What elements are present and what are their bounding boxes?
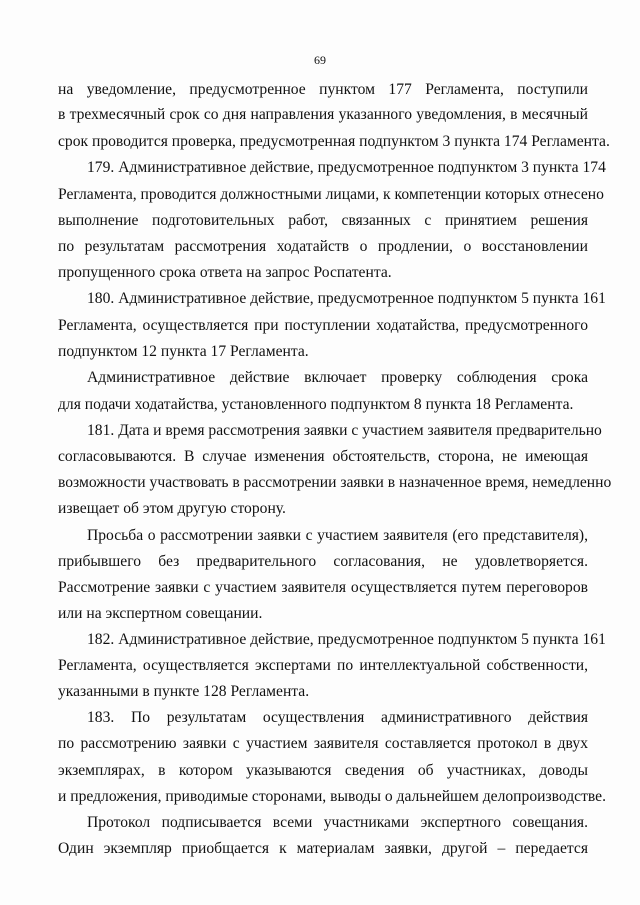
text-line: Административное действие включает проверку соблюдения срока bbox=[87, 369, 588, 386]
text-line: пропущенного срока ответа на запрос Роспатента. bbox=[58, 264, 392, 281]
text-line: 182. Административное действие, предусмотренное подпунктом 5 пункта 161 bbox=[87, 631, 606, 648]
text-line: или на экспертном совещании. bbox=[58, 605, 263, 622]
text-line: по рассмотрению заявки с участием заявителя составляется протокол в двух bbox=[58, 735, 588, 752]
text-line: Регламента, осуществляется экспертами по интеллектуальной собственности, bbox=[58, 657, 588, 674]
text-line: 181. Дата и время рассмотрения заявки с участием заявителя предварительно bbox=[87, 422, 602, 439]
text-line: и предложения, приводимые сторонами, выводы о дальнейшем делопроизводстве. bbox=[58, 788, 606, 805]
text-line: Регламента, осуществляется при поступлении ходатайства, предусмотренного bbox=[58, 317, 588, 334]
text-line: указанными в пункте 128 Регламента. bbox=[58, 683, 310, 700]
text-line: 183. По результатам осуществления административного действия bbox=[87, 709, 588, 726]
text-line: 180. Административное действие, предусмотренное подпунктом 5 пункта 161 bbox=[87, 290, 606, 307]
text-line: 179. Административное действие, предусмотренное подпунктом 3 пункта 174 bbox=[87, 159, 606, 176]
text-line: по результатам рассмотрения ходатайств о продлении, о восстановлении bbox=[58, 238, 588, 255]
text-line: Просьба о рассмотрении заявки с участием заявителя (его представителя), bbox=[87, 527, 588, 544]
text-line: извещает об этом другую сторону. bbox=[58, 500, 286, 517]
page-number: 69 bbox=[314, 53, 326, 67]
text-line: выполнение подготовительных работ, связанных с принятием решения bbox=[58, 212, 588, 229]
text-line: согласовываются. В случае изменения обстоятельств, сторона, не имеющая bbox=[58, 448, 588, 465]
text-line: возможности участвовать в рассмотрении заявки в назначенное время, немедленно bbox=[58, 474, 612, 491]
text-line: Регламента, проводится должностными лицами, к компетенции которых отнесено bbox=[58, 186, 604, 203]
text-line: Один экземпляр приобщается к материалам заявки, другой – передается bbox=[58, 840, 588, 857]
text-line: срок проводится проверка, предусмотренная подпунктом 3 пункта 174 Регламента. bbox=[58, 133, 610, 150]
text-line: подпунктом 12 пункта 17 Регламента. bbox=[58, 343, 309, 360]
text-line: экземплярах, в котором указываются сведения об участниках, доводы bbox=[58, 762, 588, 779]
text-line: Протокол подписывается всеми участниками экспертного совещания. bbox=[87, 814, 588, 831]
text-line: в трехмесячный срок со дня направления указанного уведомления, в месячный bbox=[58, 106, 588, 123]
text-line: прибывшего без предварительного согласования, не удовлетворяется. bbox=[58, 553, 588, 570]
text-line: для подачи ходатайства, установленного подпунктом 8 пункта 18 Регламента. bbox=[58, 396, 574, 413]
text-line: Рассмотрение заявки с участием заявителя осуществляется путем переговоров bbox=[58, 579, 588, 596]
text-line: на уведомление, предусмотренное пунктом 177 Регламента, поступили bbox=[58, 81, 588, 98]
